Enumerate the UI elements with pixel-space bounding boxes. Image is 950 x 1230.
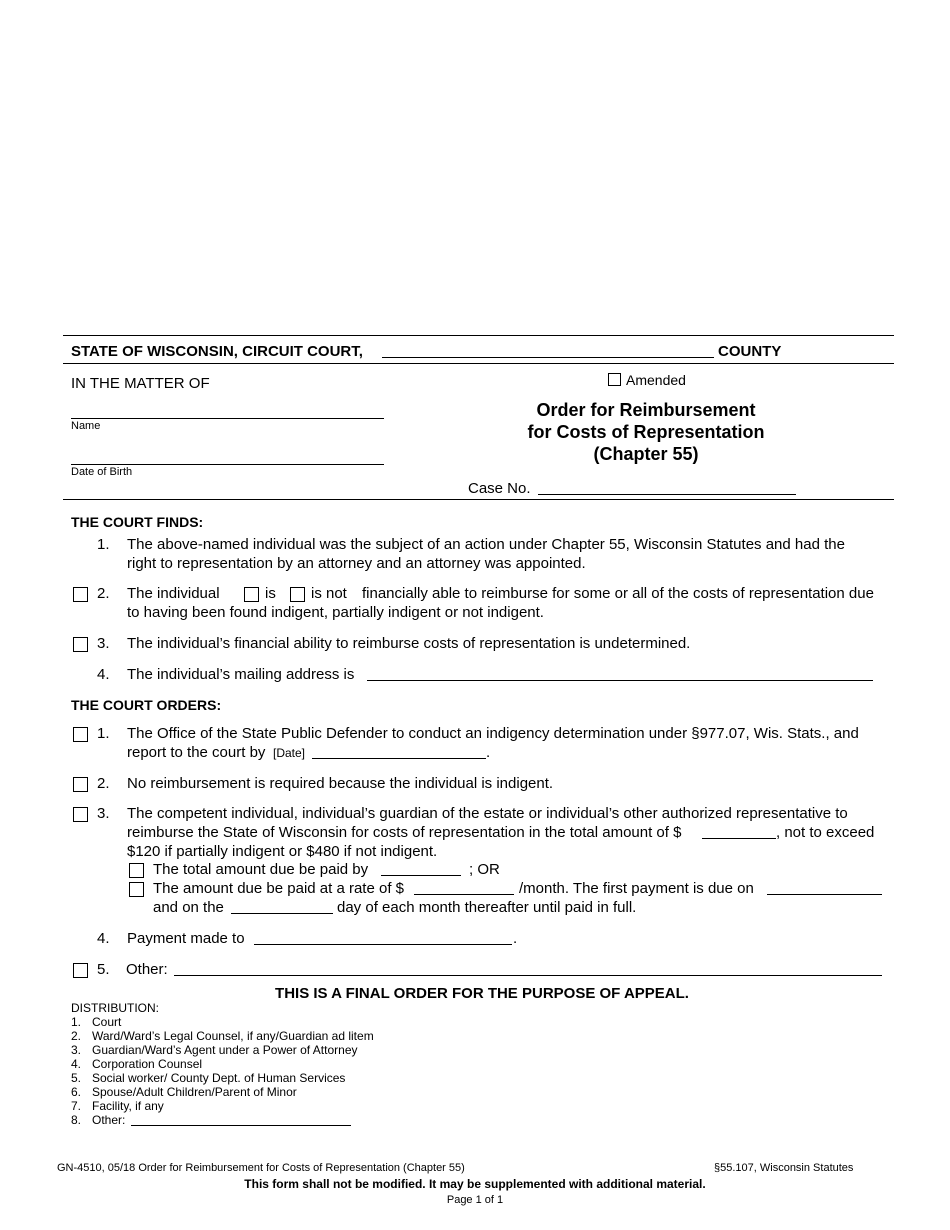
orders-item2-number: 2. xyxy=(97,775,110,792)
installment-mid: /month. The first payment is due on xyxy=(519,880,754,897)
form-identifier: GN-4510, 05/18 Order for Reimbursement for Costs of Representation (Chapter 55) xyxy=(57,1162,465,1174)
mailing-address-field[interactable] xyxy=(367,680,873,681)
installment-line2a: and on the xyxy=(153,899,224,916)
first-payment-date-field[interactable] xyxy=(767,894,882,895)
finds-item2-checkbox[interactable] xyxy=(73,587,88,602)
county-field[interactable] xyxy=(382,357,714,358)
monthly-rate-field[interactable] xyxy=(414,894,514,895)
distribution-other-field[interactable] xyxy=(131,1125,351,1126)
finds-item3-number: 3. xyxy=(97,635,110,652)
distribution-item-number: 6. xyxy=(71,1085,82,1099)
distribution-item-number: 5. xyxy=(71,1071,82,1085)
orders-item3-line2a: reimburse the State of Wisconsin for costs of representation in the total amount of $ xyxy=(127,824,682,841)
date-of-birth-field[interactable] xyxy=(71,464,384,465)
modification-notice: This form shall not be modified. It may be supplemented with additional material. xyxy=(244,1177,706,1191)
finds-item4-number: 4. xyxy=(97,666,110,683)
orders-item3-checkbox[interactable] xyxy=(73,807,88,822)
orders-item3-line1: The competent individual, individual’s guardian of the estate or individual’s other authorized representative to xyxy=(127,805,848,822)
payment-day-field[interactable] xyxy=(231,913,333,914)
page-number: Page 1 of 1 xyxy=(446,1194,504,1206)
orders-item5-checkbox[interactable] xyxy=(73,963,88,978)
distribution-item: Corporation Counsel xyxy=(92,1057,203,1071)
final-order-notice: THIS IS A FINAL ORDER FOR THE PURPOSE OF APPEAL. xyxy=(275,985,689,1002)
court-finds-heading: THE COURT FINDS: xyxy=(71,514,204,530)
distribution-item: Spouse/Adult Children/Parent of Minor xyxy=(92,1085,297,1099)
finds-item2-prefix: The individual xyxy=(127,585,220,602)
distribution-item: Other: xyxy=(92,1113,126,1127)
distribution-item-number: 3. xyxy=(71,1043,82,1057)
distribution-item-number: 8. xyxy=(71,1113,82,1127)
amended-checkbox[interactable] xyxy=(608,373,621,386)
orders-item4-number: 4. xyxy=(97,930,110,947)
orders-item3-line2b: , not to exceed xyxy=(776,824,875,841)
date-of-birth-label: Date of Birth xyxy=(71,466,133,478)
finds-item4-text: The individual’s mailing address is xyxy=(127,666,355,683)
court-orders-heading: THE COURT ORDERS: xyxy=(71,697,222,713)
orders-item1-checkbox[interactable] xyxy=(73,727,88,742)
installment-line2b: day of each month thereafter until paid in full. xyxy=(337,899,637,916)
finds-item2-line2: to having been found indigent, partially indigent or not indigent. xyxy=(127,604,544,621)
orders-item5-number: 5. xyxy=(97,961,110,978)
pay-by-date-field[interactable] xyxy=(381,875,461,876)
distribution-item-number: 1. xyxy=(71,1015,82,1029)
distribution-item: Facility, if any xyxy=(92,1099,164,1113)
payment-made-to-field[interactable] xyxy=(254,944,512,945)
form-title-line3: (Chapter 55) xyxy=(593,444,699,464)
is-checkbox[interactable] xyxy=(244,587,259,602)
case-number-field[interactable] xyxy=(538,494,796,495)
orders-item2-text: No reimbursement is required because the individual is indigent. xyxy=(127,775,554,792)
finds-item3-text: The individual’s financial ability to reimburse costs of representation is undetermined. xyxy=(127,635,691,652)
total-amount-field[interactable] xyxy=(702,838,776,839)
finds-item1-line2: right to representation by an attorney and an attorney was appointed. xyxy=(127,555,586,572)
distribution-item: Social worker/ County Dept. of Human Services xyxy=(92,1071,346,1085)
finds-item1-number: 1. xyxy=(97,536,110,553)
orders-item1-line2: report to the court by xyxy=(127,744,266,761)
court-heading: STATE OF WISCONSIN, CIRCUIT COURT, xyxy=(71,343,363,360)
finds-item1-line1: The above-named individual was the subject of an action under Chapter 55, Wisconsin Statutes and had the xyxy=(127,536,845,553)
statute-reference: §55.107, Wisconsin Statutes xyxy=(714,1162,854,1174)
installment-text: The amount due be paid at a rate of $ xyxy=(153,880,405,897)
finds-item2-suffix: financially able to reimburse for some or all of the costs of representation due xyxy=(362,585,874,602)
distribution-item-number: 2. xyxy=(71,1029,82,1043)
orders-item1-number: 1. xyxy=(97,725,110,742)
lump-sum-checkbox[interactable] xyxy=(129,863,144,878)
distribution-heading: DISTRIBUTION: xyxy=(71,1001,160,1015)
distribution-item: Court xyxy=(92,1015,122,1029)
in-matter-of-label: IN THE MATTER OF xyxy=(71,375,210,392)
lump-sum-or: ; OR xyxy=(469,861,500,878)
distribution-item: Guardian/Ward’s Agent under a Power of Attorney xyxy=(92,1043,358,1057)
other-order-field[interactable] xyxy=(174,975,882,976)
orders-item4-period: . xyxy=(513,930,518,947)
finds-item2-number: 2. xyxy=(97,585,110,602)
report-date-field[interactable] xyxy=(312,758,486,759)
header-bottom-rule xyxy=(63,363,894,364)
is-not-checkbox[interactable] xyxy=(290,587,305,602)
orders-item1-line1: The Office of the State Public Defender to conduct an indigency determination under §977.07, Wis. Stats., and xyxy=(127,725,859,742)
is-label: is xyxy=(265,585,276,602)
caption-bottom-rule xyxy=(63,499,894,500)
lump-sum-text: The total amount due be paid by xyxy=(153,861,369,878)
distribution-item: Ward/Ward’s Legal Counsel, if any/Guardian ad litem xyxy=(92,1029,374,1043)
report-date-hint: [Date] xyxy=(273,746,306,760)
orders-item1-period: . xyxy=(486,744,491,761)
name-label: Name xyxy=(71,420,101,432)
installment-checkbox[interactable] xyxy=(129,882,144,897)
distribution-item-number: 7. xyxy=(71,1099,82,1113)
orders-item3-number: 3. xyxy=(97,805,110,822)
form-title-line1: Order for Reimbursement xyxy=(536,400,756,420)
case-number-label: Case No. xyxy=(468,480,531,497)
name-field[interactable] xyxy=(71,418,384,419)
is-not-label: is not xyxy=(311,585,347,602)
orders-item4-text: Payment made to xyxy=(127,930,245,947)
county-label: COUNTY xyxy=(718,343,782,360)
header-top-rule xyxy=(63,335,894,336)
finds-item3-checkbox[interactable] xyxy=(73,637,88,652)
amended-label: Amended xyxy=(626,372,686,388)
distribution-item-number: 4. xyxy=(71,1057,82,1071)
form-title-line2: for Costs of Representation xyxy=(527,422,765,442)
orders-item3-line3: $120 if partially indigent or $480 if not indigent. xyxy=(127,843,438,860)
orders-item5-text: Other: xyxy=(126,961,168,978)
orders-item2-checkbox[interactable] xyxy=(73,777,88,792)
